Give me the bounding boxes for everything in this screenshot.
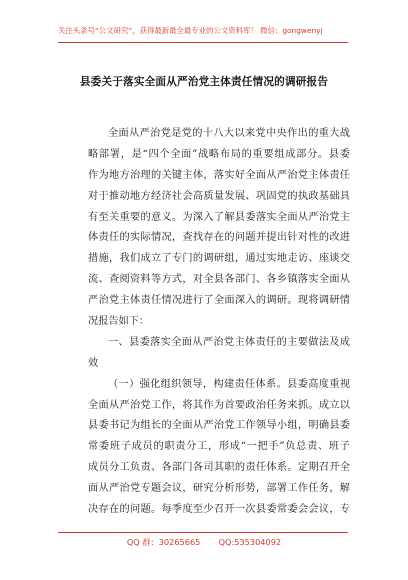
body-line: 县委书记为组长的全面从严治党工作领导小组，明确县委 — [88, 420, 350, 432]
body-line: 措施，我们成立了专门的调研组，通过实地走访、座谈交 — [88, 253, 350, 265]
document-title: 县委关于落实全面从严治党主体责任情况的调研报告 — [79, 76, 329, 88]
body-line: 严治党主体责任情况进行了全面深入的调研。现将调研情 — [88, 295, 350, 307]
body-line: 有至关重要的意义。为深入了解县委落实全面从严治党主 — [88, 211, 350, 223]
body-line: 略部署，是“四个全面”战略布局的重要组成部分。县委 — [88, 148, 350, 160]
body-line: 成员分工负责、各部门各司其职的责任体系。定期召开全 — [88, 462, 350, 474]
body-line: 况报告如下： — [88, 316, 150, 328]
footer-divider — [58, 532, 348, 533]
body-line: （一）强化组织领导，构建责任体系。县委高度重视 — [108, 378, 350, 390]
body-line: 流、查阅资料等方式，对全县各部门、各乡镇落实全面从 — [88, 274, 350, 286]
body-line: 体责任的实际情况，查找存在的问题并提出针对性的改进 — [88, 232, 350, 244]
header-divider — [58, 42, 348, 43]
body-line: 全面从严治党工作，将其作为首要政治任务来抓。成立以 — [88, 399, 350, 411]
body-line: 对于推动地方经济社会高质量发展、巩固党的执政基础具 — [88, 190, 350, 202]
section-heading: 一、县委落实全面从严治党主体责任的主要做法及成 — [108, 336, 350, 348]
body-line: 全面从严治党是党的十八大以来党中央作出的重大战 — [108, 128, 350, 139]
body-line: 常委班子成员的职责分工，形成“一把手”负总责、班子 — [88, 441, 350, 453]
body-line: 面从严治党专题会议，研究分析形势，部署工作任务，解 — [88, 483, 350, 495]
document-body — [88, 124, 350, 521]
footer-contact: QQ 群：30265665 QQ:535304092 — [126, 537, 282, 547]
body-line: 决存在的问题。每季度至少召开一次县委常委会会议，专 — [88, 504, 350, 516]
body-line: 作为地方治理的关键主体，落实好全面从严治党主体责任 — [88, 169, 350, 181]
section-heading-continued: 效 — [88, 357, 99, 369]
header-banner: 关注头条号“公文研究”，获得最新最全最专业的公文资料库！ 微信：gongwenyj — [58, 26, 323, 35]
